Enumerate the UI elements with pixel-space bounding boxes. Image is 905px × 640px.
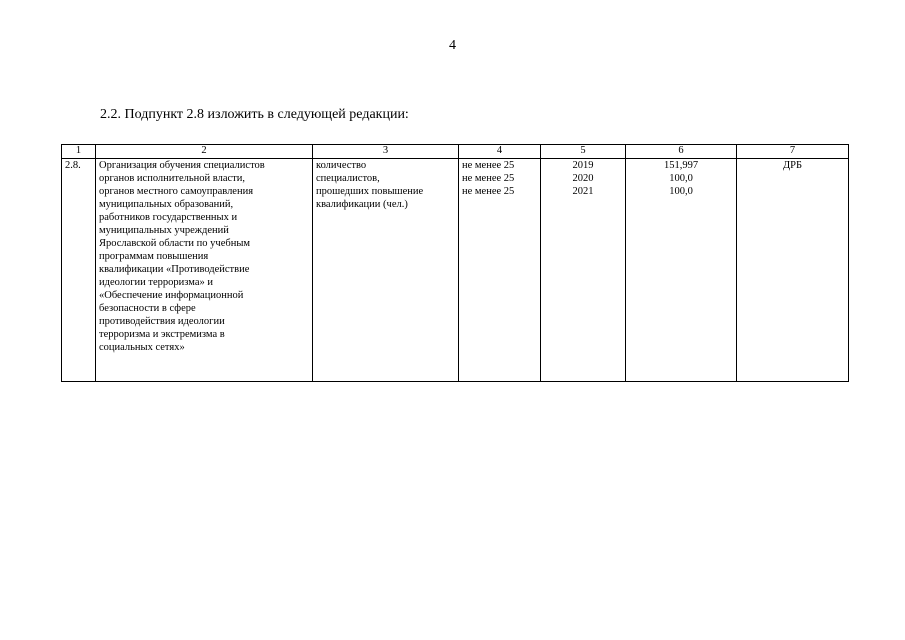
description-line: терроризма и экстремизма в xyxy=(99,329,225,340)
description-line: муниципальных образований, xyxy=(99,199,234,210)
intro-text: 2.2. Подпункт 2.8 изложить в следующей редакции: xyxy=(100,107,409,122)
description-line: органов местного самоуправления xyxy=(99,186,254,197)
description-line: «Обеспечение информационной xyxy=(99,290,244,301)
target-cell xyxy=(459,159,541,382)
description-line: Организация обучения специалистов xyxy=(99,160,265,171)
description-line: квалификации «Противодействие xyxy=(99,264,250,275)
amount-value: 151,997 xyxy=(663,160,699,171)
year-value: 2021 xyxy=(572,186,594,197)
description-line: социальных сетях» xyxy=(99,342,185,353)
source-cell xyxy=(737,159,849,382)
year-value: 2019 xyxy=(572,160,594,171)
table-row xyxy=(62,159,849,382)
description-line: органов исполнительной власти, xyxy=(99,173,246,184)
indicator-line: квалификации (чел.) xyxy=(316,199,408,210)
amount-value: 100,0 xyxy=(669,173,693,184)
table-header-row xyxy=(62,145,849,159)
year-value: 2020 xyxy=(572,173,594,184)
description-line: безопасности в сфере xyxy=(99,303,196,314)
description-line: программам повышения xyxy=(99,251,209,262)
page-number: 4 xyxy=(449,38,456,53)
amount-value: 100,0 xyxy=(669,186,693,197)
indicator-line: специалистов, xyxy=(316,173,380,184)
item-number: 2.8. xyxy=(65,160,81,171)
indicator-line: прошедших повышение xyxy=(316,186,424,197)
target-value: не менее 25 xyxy=(462,173,515,184)
indicator-line: количество xyxy=(316,160,367,171)
target-value: не менее 25 xyxy=(462,186,515,197)
year-cell xyxy=(541,159,626,382)
description-line: муниципальных учреждений xyxy=(99,225,229,236)
header-cell: 6 xyxy=(626,145,737,159)
header-cell: 3 xyxy=(313,145,459,159)
header-cell: 5 xyxy=(541,145,626,159)
target-value: не менее 25 xyxy=(462,160,515,171)
description-line: противодействия идеологии xyxy=(99,316,225,327)
description-cell xyxy=(96,159,313,382)
description-line: Ярославской области по учебным xyxy=(99,238,251,249)
program-table xyxy=(61,144,849,382)
header-cell: 2 xyxy=(96,145,313,159)
header-cell: 7 xyxy=(737,145,849,159)
description-line: идеологии терроризма» и xyxy=(99,277,213,288)
header-cell: 1 xyxy=(62,145,96,159)
amount-cell xyxy=(626,159,737,382)
header-cell: 4 xyxy=(459,145,541,159)
item-number-cell xyxy=(62,159,96,382)
source-value: ДРБ xyxy=(782,160,803,171)
indicator-cell xyxy=(313,159,459,382)
description-line: работников государственных и xyxy=(99,212,238,223)
